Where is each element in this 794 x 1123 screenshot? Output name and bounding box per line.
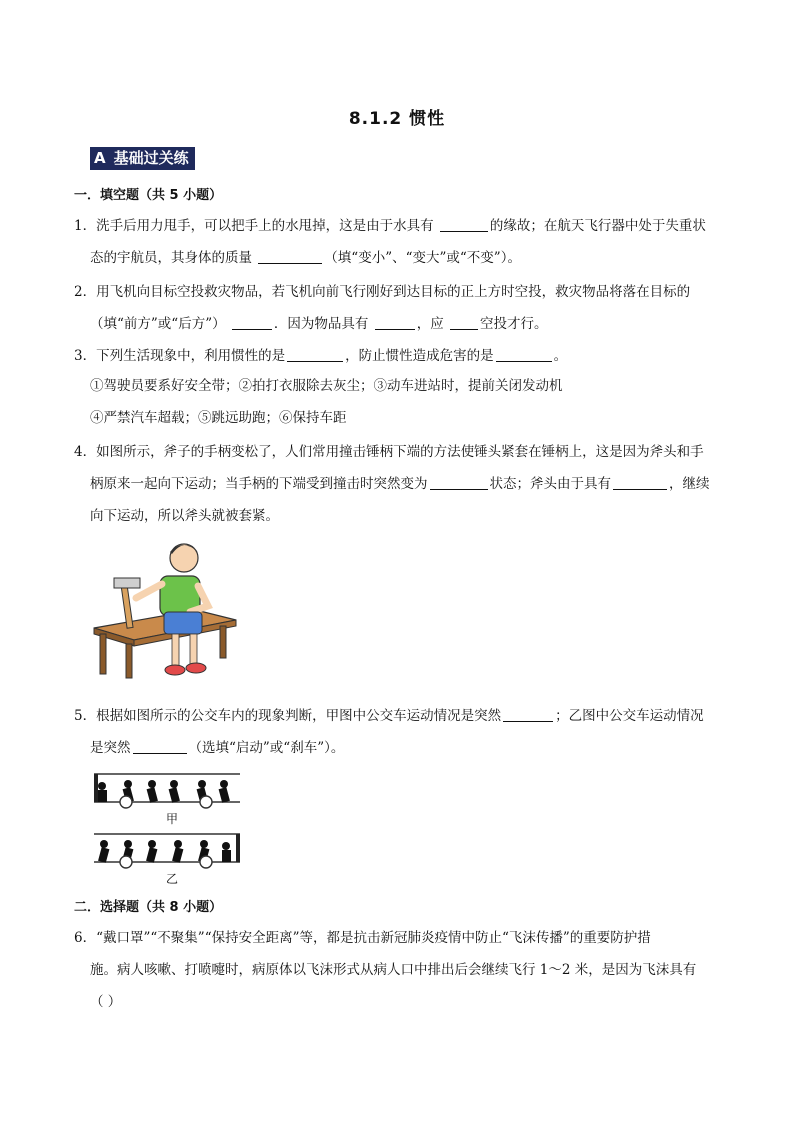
question-3-line-3: ④严禁汽车超载；⑤跳远助跑；⑥保持车距 bbox=[90, 410, 347, 426]
question-4-line-2: 柄原来一起向下运动；当手柄的下端受到撞击时突然变为 状态；斧头由于具有 ，继续 bbox=[90, 476, 710, 492]
question-3-line-1: 3．下列生活现象中，利用惯性的是 ，防止惯性造成危害的是 。 bbox=[74, 348, 568, 364]
bus-figure-a bbox=[92, 772, 242, 810]
answer-blank[interactable] bbox=[430, 475, 488, 490]
answer-blank[interactable] bbox=[440, 217, 488, 232]
figure-caption-a: 甲 bbox=[166, 812, 179, 826]
hammer-illustration bbox=[90, 540, 240, 682]
question-4-line-1: 4．如图所示，斧子的手柄变松了，人们常用撞击锤柄下端的方法使锤头紧套在锤柄上，这是因为斧头和手 bbox=[74, 444, 704, 460]
section-name: 基础过关练 bbox=[113, 149, 189, 167]
question-4-line-3: 向下运动，所以斧头就被套紧。 bbox=[90, 508, 279, 524]
section-heading-fill: 一．填空题（共 5 小题） bbox=[74, 188, 223, 203]
question-1-line-1: 1．洗手后用力甩手，可以把手上的水甩掉，这是由于水具有 的缘故；在航天飞行器中处于失重状 bbox=[74, 218, 706, 234]
answer-blank[interactable] bbox=[287, 347, 343, 362]
answer-blank[interactable] bbox=[496, 347, 552, 362]
answer-blank[interactable] bbox=[133, 739, 187, 754]
answer-blank[interactable] bbox=[613, 475, 667, 490]
question-6-line-2: 施。病人咳嗽、打喷嚏时，病原体以飞沫形式从病人口中排出后会继续飞行 1～2 米，是因为飞沫具有 bbox=[90, 962, 697, 978]
answer-blank[interactable] bbox=[232, 315, 272, 330]
answer-blank[interactable] bbox=[375, 315, 415, 330]
figure-caption-b: 乙 bbox=[166, 872, 179, 886]
question-1-line-2: 态的宇航员，其身体的质量 （填“变小”、“变大”或“不变”）。 bbox=[90, 250, 521, 266]
page-title: 8.1.2 惯性 bbox=[348, 109, 446, 129]
answer-blank[interactable] bbox=[503, 707, 553, 722]
question-2-line-2: （填“前方”或“后方”） ．因为物品具有 ，应 空投才行。 bbox=[90, 316, 548, 332]
section-tag: A bbox=[94, 149, 106, 167]
section-heading-choice: 二．选择题（共 8 小题） bbox=[74, 900, 223, 915]
question-2-line-1: 2．用飞机向目标空投救灾物品，若飞机向前飞行刚好到达目标的正上方时空投，救灾物品将落在目标的 bbox=[74, 284, 691, 300]
bus-figure-b bbox=[92, 832, 242, 870]
answer-blank[interactable] bbox=[258, 249, 322, 264]
question-6-line-3: （ ） bbox=[90, 994, 122, 1010]
question-5-line-2: 是突然 （选填“启动”或“刹车”）。 bbox=[90, 740, 345, 756]
section-banner bbox=[90, 147, 195, 170]
question-5-line-1: 5．根据如图所示的公交车内的现象判断，甲图中公交车运动情况是突然 ；乙图中公交车运动情况 bbox=[74, 708, 704, 724]
question-6-line-1: 6．“戴口罩”“不聚集”“保持安全距离”等，都是抗击新冠肺炎疫情中防止“飞沫传播”的重要防护措 bbox=[74, 930, 651, 946]
question-3-line-2: ①驾驶员要系好安全带；②拍打衣服除去灰尘；③动车进站时，提前关闭发动机 bbox=[90, 378, 563, 394]
answer-blank[interactable] bbox=[450, 315, 478, 330]
